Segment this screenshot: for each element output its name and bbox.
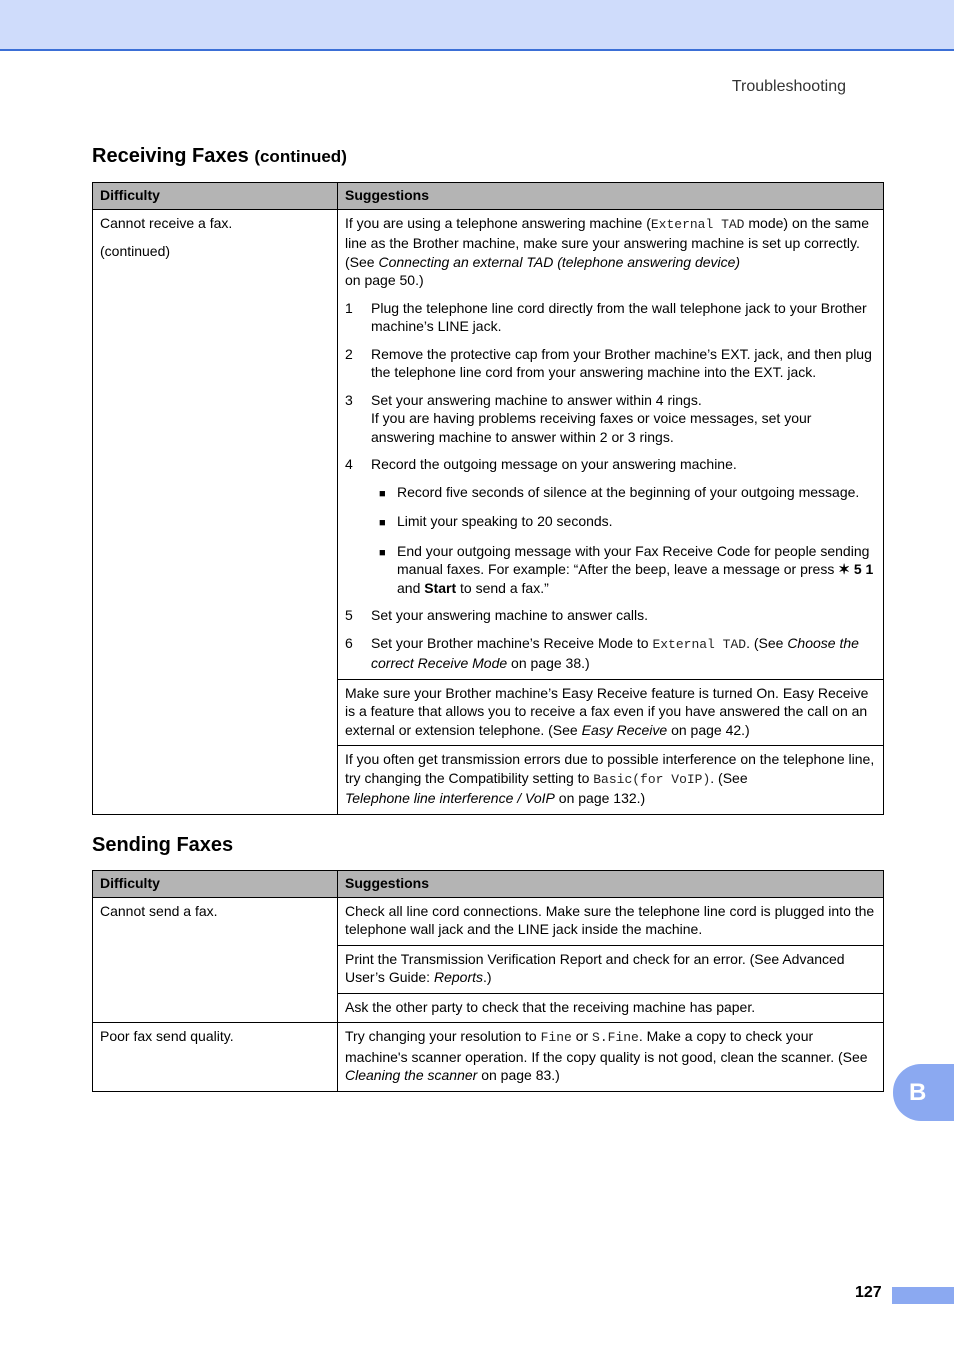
receiving-faxes-heading: Receiving Faxes (continued) <box>92 145 347 167</box>
column-header-difficulty: Difficulty <box>93 871 338 898</box>
difficulty-cell: Cannot send a fax. <box>93 897 338 1023</box>
suggestion-cell: Print the Transmission Verification Report and check for an error. (See Advanced User’s Guide: Reports.) <box>338 945 884 993</box>
sending-faxes-heading: Sending Faxes <box>92 834 234 856</box>
bullet-item: ■ Limit your speaking to 20 seconds. <box>379 512 876 533</box>
sending-faxes-table <box>92 870 884 1092</box>
step-2: 2 Remove the protective cap from your Brother machine’s EXT. jack, and then plug the telephone line cord from your answering machine into the EXT. jack. <box>345 345 872 380</box>
bullet-item: ■ Record five seconds of silence at the beginning of your outgoing message. <box>379 483 876 504</box>
square-bullet-icon: ■ <box>379 487 386 500</box>
table-header-row <box>93 871 884 898</box>
step-3: 3 Set your answering machine to answer within 4 rings. If you are having problems receiving faxes or voice messages, set your answering machine to answer within 2 or 3 rings. <box>345 391 812 445</box>
suggestion-cell: Try changing your resolution to Fine or S.Fine. Make a copy to check your machine's scanner operation. If the copy quality is not good, clean the scanner. (See Cleaning the scanner on page 83.) <box>338 1023 884 1092</box>
appendix-tab: B <box>893 1064 954 1121</box>
difficulty-cell <box>93 209 338 814</box>
receiving-faxes-table <box>92 182 884 815</box>
header-bar <box>0 0 954 51</box>
bullet-item: ■ End your outgoing message with your Fax Receive Code for people sending manual faxes. For example: “After the beep, leave a message or press ✶ 5 1 and Start to send a fax.” <box>379 542 874 596</box>
tad-intro: If you are using a telephone answering machine (External TAD mode) on the same line as the Brother machine, make sure your answering machine is set up correctly. (See Connecting an external TAD (telephone answering device) on page 50.) <box>345 214 869 288</box>
table-header-row <box>93 183 884 210</box>
step-4: 4 Record the outgoing message on your answering machine. <box>345 456 737 472</box>
suggestion-cell: Ask the other party to check that the receiving machine has paper. <box>338 993 884 1023</box>
suggestion-cell <box>338 209 884 679</box>
step-1: 1 Plug the telephone line cord directly from the wall telephone jack to your Brother machine’s LINE jack. <box>345 299 867 334</box>
table-row <box>93 897 884 945</box>
suggestion-cell: Check all line cord connections. Make sure the telephone line cord is plugged into the telephone wall jack and the LINE jack inside the machine. <box>338 897 884 945</box>
difficulty-note: (continued) <box>100 243 171 259</box>
table-row <box>93 1023 884 1092</box>
difficulty-cell: Poor fax send quality. <box>93 1023 338 1092</box>
column-header-suggestions: Suggestions <box>338 183 884 210</box>
page-number-bar <box>892 1287 954 1304</box>
section-title: Troubleshooting <box>731 78 846 95</box>
step-5: 5 Set your answering machine to answer calls. <box>345 607 649 623</box>
square-bullet-icon: ■ <box>379 546 386 559</box>
suggestion-cell: If you often get transmission errors due to possible interference on the telephone line, try changing the Compatibility setting to Basic(for VoIP). (See Telephone line interference / VoIP on page 132.) <box>338 746 884 815</box>
step-6: 6 Set your Brother machine’s Receive Mode to External TAD. (See Choose the correct Receive Mode on page 38.) <box>345 634 859 671</box>
square-bullet-icon: ■ <box>379 517 386 529</box>
difficulty-text: Cannot receive a fax. <box>100 214 233 231</box>
column-header-suggestions: Suggestions <box>338 871 884 898</box>
table-row <box>93 209 884 679</box>
column-header-difficulty: Difficulty <box>93 183 338 210</box>
page-number: 127 <box>855 1284 882 1301</box>
suggestion-cell: Make sure your Brother machine’s Easy Receive feature is turned On. Easy Receive is a feature that allows you to receive a fax even if you have answered the call on an external or extension telephone. (See Easy Receive on page 42.) <box>338 679 884 746</box>
